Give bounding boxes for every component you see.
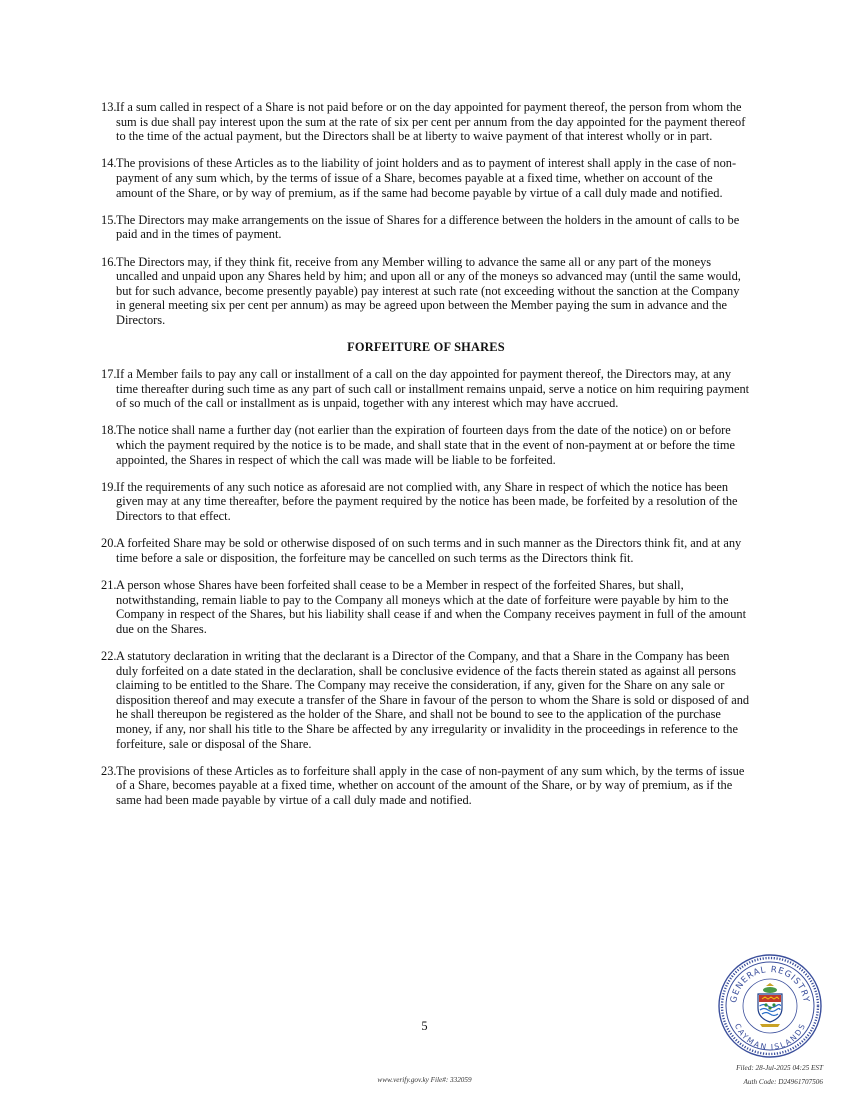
article-number: 19.: [101, 479, 117, 494]
article-text: The Directors may make arrangements on the issue of Shares for a difference between the holders in the amount of calls to be paid and in the times of payment.: [116, 212, 740, 242]
registry-seal-icon: [716, 952, 824, 1060]
article-text: A statutory declaration in writing that the declarant is a Director of the Company, and that a Share in the Company has been duly forfeited on a date stated in the declaration, shall be conclusive evidence of the facts therein stated as against all persons claiming to be entitled to the Share. The Company may receive the consideration, if any, given for the Share on any sale or disposition thereof and may execute a transfer of the Share in favour of the person to whom the Share is sold or disposed of and he shall thereupon be registered as the holder of the Share, and shall not be bound to see to the application of the purchase money, if any, nor shall his title to the Share be affected by any irregularity or invalidity in the proceedings in reference to the forfeiture, sale or disposal of the Share.: [116, 648, 750, 751]
article-text: The provisions of these Articles as to the liability of joint holders and as to payment of interest shall apply in the case of non-payment of any sum which, by the terms of issue of a Share, becomes payable at a fixed time, whether on account of the amount of the Share, or by way of premium, as if the same had become payable by virtue of a call duly made and notified.: [116, 156, 737, 200]
article-text: If a Member fails to pay any call or installment of a call on the day appointed for payment thereof, the Directors may, at any time thereafter during such time as any part of such call or installment remains unpaid, serve a notice on him requiring payment of so much of the call or installment as is unpaid, together with any interest which may have accrued.: [116, 367, 750, 411]
article-number: 23.: [101, 763, 117, 778]
filing-stamp: [683, 1062, 823, 1089]
article-15: [101, 213, 751, 242]
coat-of-arms-icon: [758, 983, 782, 1027]
article-13: [101, 100, 751, 144]
article-19: [101, 480, 751, 524]
article-23: [101, 764, 751, 808]
article-17: [101, 367, 751, 411]
article-number: 21.: [101, 578, 117, 592]
article-text: A person whose Shares have been forfeited shall cease to be a Member in respect of the forfeited Shares, but shall, notwithstanding, remain liable to pay to the Company all moneys which at the date of forfeiture were payable by him to the Company in respect of the Shares, but his liability shall cease if and when the Company receives payment in full of the amount due on the Shares.: [116, 578, 747, 636]
seal-top-text: GENERAL REGISTRY: [729, 964, 811, 1004]
article-text: If the requirements of any such notice as aforesaid are not complied with, any Share in respect of which the notice has been given may at any time thereafter, before the payment required by the notice has been made, be forfeited by a resolution of the Directors to that effect.: [116, 479, 738, 524]
article-20: [101, 536, 751, 565]
seal-bottom-text: CAYMAN ISLANDS: [732, 1022, 808, 1052]
article-text: The notice shall name a further day (not earlier than the expiration of fourteen days from the date of the notice) on or before which the payment required by the notice is to be made, and shall state that in the event of non-payment at or before the time appointed, the Shares in respect of which the call was made will be liable to be forfeited.: [116, 423, 735, 467]
article-18: [101, 423, 751, 467]
article-number: 18.: [101, 423, 117, 438]
filed-date: Filed: 28-Jul-2025 04:25 EST: [736, 1064, 823, 1072]
articles-body: [101, 100, 751, 820]
article-text: If a sum called in respect of a Share is not paid before or on the day appointed for payment thereof, the person from whom the sum is due shall pay interest upon the sum at the rate of six per cent per annum from the day appointed for the payment thereof to the time of the actual payment, but the Directors shall be at liberty to waive payment of that interest wholly or in part.: [116, 100, 746, 144]
article-number: 14.: [101, 156, 117, 171]
section-heading: FORFEITURE OF SHARES: [347, 340, 505, 355]
article-14: [101, 156, 751, 200]
auth-code: Auth Code: D24961707506: [743, 1077, 823, 1086]
article-number: 16.: [101, 254, 117, 269]
verify-footer: www.verify.gov.ky File#: 332059: [377, 1076, 472, 1084]
article-number: 20.: [101, 536, 117, 551]
article-number: 17.: [101, 367, 117, 382]
article-number: 22.: [101, 648, 117, 663]
article-21: [101, 578, 751, 636]
article-number: 15.: [101, 212, 117, 227]
article-text: A forfeited Share may be sold or otherwise disposed of on such terms and in such manner as the Directors think fit, and at any time before a sale or disposition, the forfeiture may be cancelled on such terms as the Directors think fit.: [116, 536, 742, 565]
article-text: The provisions of these Articles as to forfeiture shall apply in the case of non-payment of any sum which, by the terms of issue of a Share, becomes payable at a fixed time, whether on account of the amount of the Share, or by way of premium, as if the same had been made payable by virtue of a call duly made and notified.: [116, 763, 745, 807]
article-number: 13.: [101, 100, 117, 114]
article-16: [101, 255, 751, 328]
article-text: The Directors may, if they think fit, receive from any Member willing to advance the same all or any part of the moneys uncalled and unpaid upon any Shares held by him; and upon all or any of the moneys so advanced may (until the same would, but for such advance, become presently payable) pay interest at such rate (not exceeding without the sanction at the Company in general meeting six per cent per annum) as may be agreed upon between the Member paying the sum in advance and the Directors.: [116, 254, 741, 327]
article-22: [101, 649, 751, 751]
page-number: 5: [421, 1019, 428, 1033]
